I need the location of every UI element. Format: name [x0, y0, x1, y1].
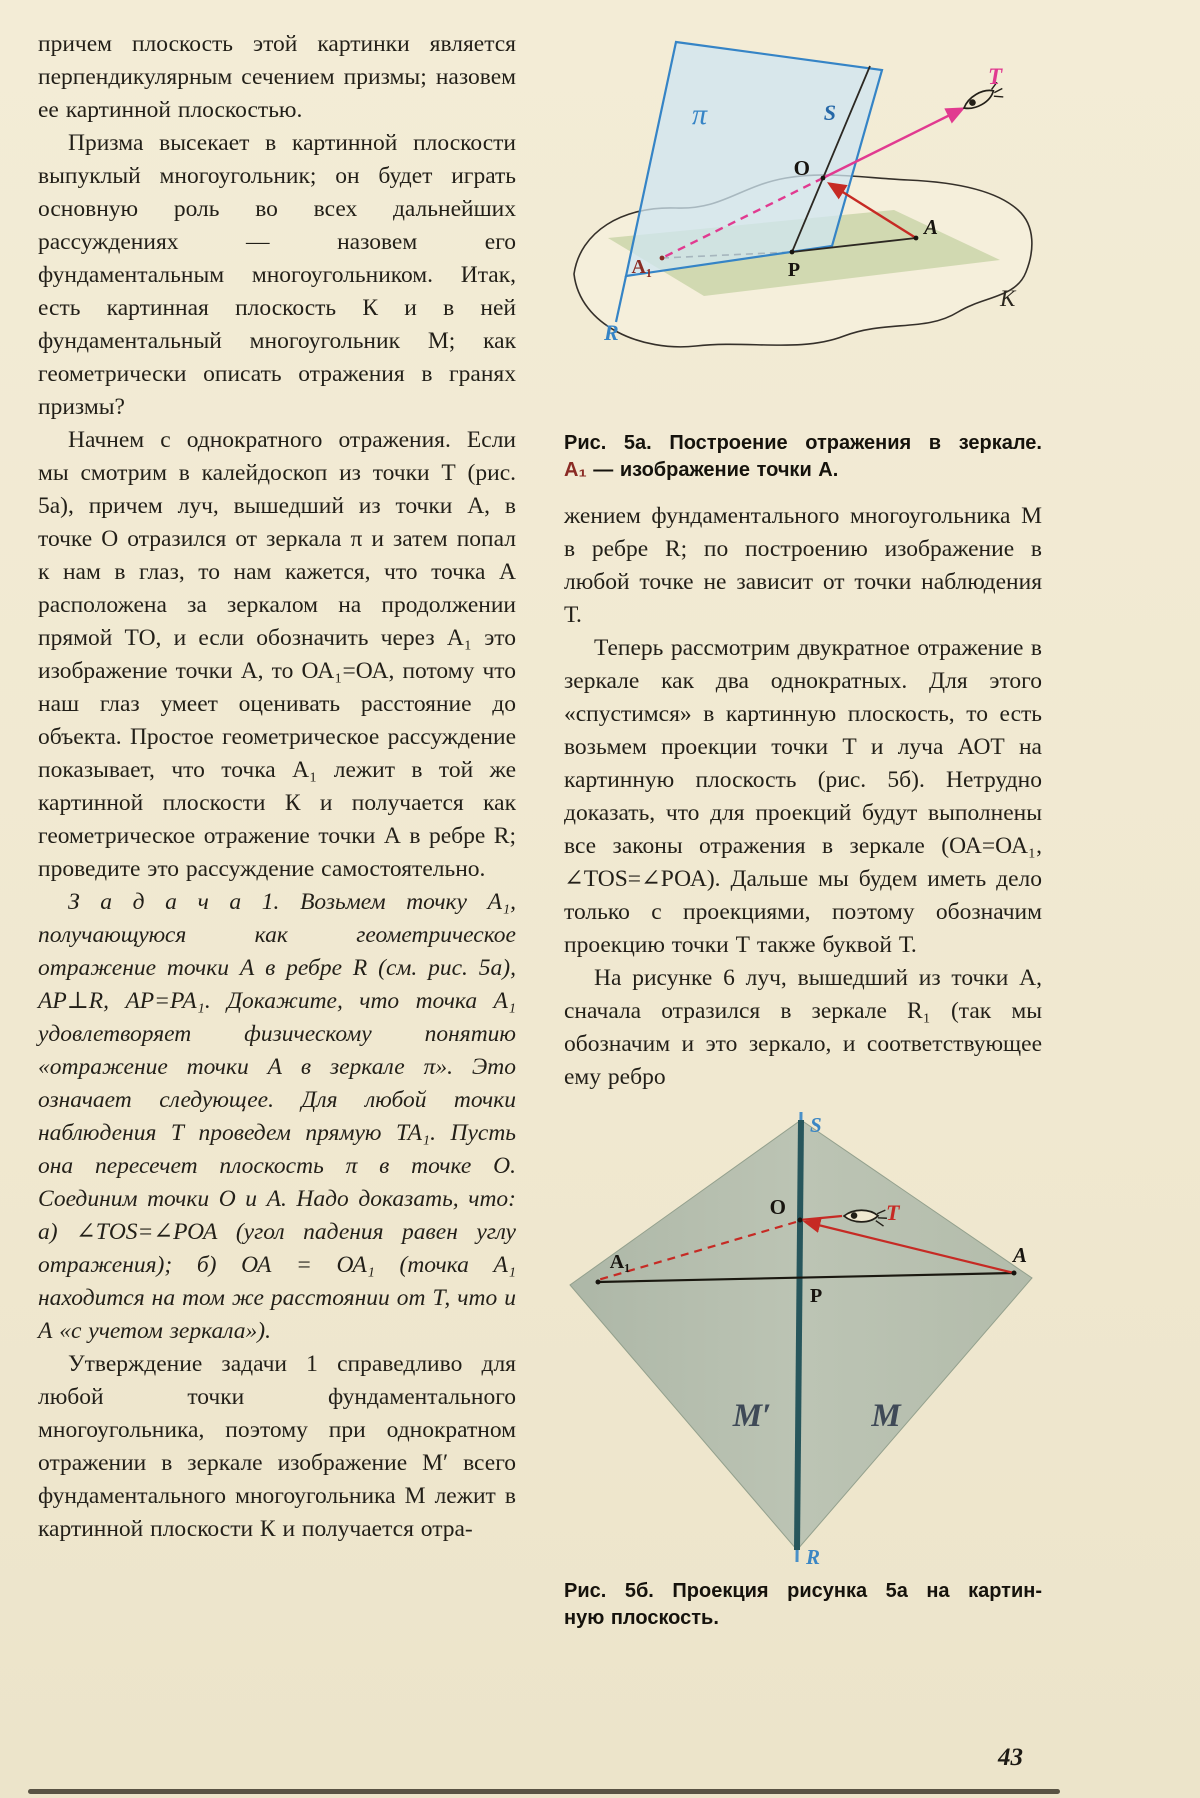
label-a1: А₁: [631, 256, 652, 278]
figure-5b: [564, 1110, 1042, 1632]
label-r: R: [604, 320, 619, 345]
paragraph: Начнем с однократного отражения. Если мы смотрим в калейдоскоп из точки Т (рис. 5а), причем луч, вышедший из точки А, в точке О отразился от зеркала π и затем попал к нам в глаз, то нам кажется, что точка А расположена за зеркалом на продолжении прямой ТО, и если обозначить через А₁ это изображение точки А, то ОА₁=ОА, потому что наш глаз умеет оценивать расстояние до объекта. Простое геометрическое рассуждение показывает, что точка А₁ лежит в той же картинной плоскости К и получается как геометрическое отражение точки А в ребре R; проведите это рассуждение самостоятельно.: [38, 427, 516, 882]
mirror-axis-edge: [797, 1120, 801, 1550]
caption-line: [564, 457, 1042, 484]
label-m: М: [871, 1398, 901, 1434]
label-p: Р: [787, 259, 801, 281]
label-o: O: [793, 156, 810, 180]
point-o: [821, 176, 826, 181]
point-a: [914, 236, 919, 241]
label-a1: А₁: [609, 1251, 631, 1273]
caption-text: — изображение точки А.: [586, 459, 839, 481]
label-t: T: [988, 64, 1003, 89]
label-t: Т: [886, 1200, 900, 1225]
paragraph: На рисунке 6 луч, вышедший из точки А, сначала отразился в зеркале R₁ (так мы обозначим и это зеркало, и соответствующее ему ребро: [564, 965, 1042, 1090]
point-a1: [596, 1280, 601, 1285]
paragraph: жением фундаментального многоугольника М в ребре R; по построению изображение в любой точке не зависит от точки наблюдения Т.: [564, 503, 1042, 628]
label-o: O: [769, 1195, 786, 1219]
left-column: [38, 28, 516, 1798]
caption-line: Рис. 5б. Проекция рисунка 5а на картин-: [564, 1580, 1042, 1602]
paragraph: причем плоскость этой картинки является перпендикулярным сечением призмы; назовем ее картинной плоскостью.: [38, 31, 516, 123]
paragraph: Утверждение задачи 1 справедливо для любой точки фундаментального многоугольника, поэтому при однократном отражении в зеркале изображение М′ всего фундаментального многоугольника М лежит в картинной плоскости К и получается отра-: [38, 1351, 516, 1542]
label-s: S: [810, 1113, 822, 1137]
label-a: А: [924, 215, 939, 239]
label-s: S: [823, 100, 836, 125]
caption-line: Рис. 5а. Построение отражения в зеркале.: [564, 432, 1042, 454]
right-column: [564, 28, 1042, 1798]
scan-edge-artifact: [28, 1789, 1060, 1794]
caption-a1-label: А₁: [564, 459, 587, 481]
point-p: [790, 250, 795, 255]
label-r: R: [806, 1545, 821, 1568]
paragraph: Призма высекает в картинной плоскости выпуклый многоугольник; он будет играть основную роль во всех дальнейших рассуждениях — назовем его фундаментальным многоугольником. Итак, есть картинная плоскость К и в ней фундаментальный многоугольник М; как геометрически описать отражения в гранях призмы?: [38, 130, 516, 420]
label-k: К: [1000, 286, 1016, 311]
caption-line: ную плоскость.: [564, 1607, 719, 1629]
point-a1: [660, 256, 665, 261]
figure-5a-caption: [564, 430, 1042, 484]
figure-5b-drawing: [564, 1110, 1042, 1568]
label-pi: π: [692, 98, 708, 131]
point-o: [798, 1218, 803, 1223]
paragraph: З а д а ч а 1. Возьмем точку А₁, получающуюся как геометрическое отражение точки А в ребре R (см. рис. 5а), АР⊥R, АР=РА₁. Докажите, что точка А₁ удовлетворяет физическому понятию «отражение точки А в зеркале π». Это означает следующее. Для любой точки наблюдения Т проведем прямую ТА₁. Пусть она пересечет плоскость π в точке О. Соединим точки О и А. Надо доказать, что: а) ∠ТОS=∠РОА (угол падения равен углу отражения); б) ОА = ОА₁ (точка А₁ находится на том же расстоянии от Т, что и А «с учетом зеркала»).: [38, 889, 516, 1344]
label-a: А: [1012, 1243, 1028, 1267]
figure-5a-drawing: [564, 28, 1042, 420]
point-a: [1012, 1271, 1017, 1276]
page-number: 43: [998, 1744, 1023, 1771]
figure-5a: [564, 28, 1042, 484]
label-m-prime: М′: [732, 1398, 772, 1434]
label-p: Р: [810, 1285, 823, 1307]
right-column-text: [564, 500, 1042, 1094]
paragraph: Теперь рассмотрим двукратное отражение в зеркале как два однократных. Для этого «спустимся» в картинную плоскость, то есть возьмем проекции точки Т и луча АОТ на картинную плоскость (рис. 5б). Нетрудно доказать, что для проекций будут выполнены все законы отражения в зеркале (ОА=ОА₁, ∠ТОS=∠РОА). Дальше мы будем иметь дело только с проекциями, поэтому обозначим проекцию точки Т также буквой Т.: [564, 635, 1042, 958]
figure-5b-caption: [564, 1578, 1042, 1632]
